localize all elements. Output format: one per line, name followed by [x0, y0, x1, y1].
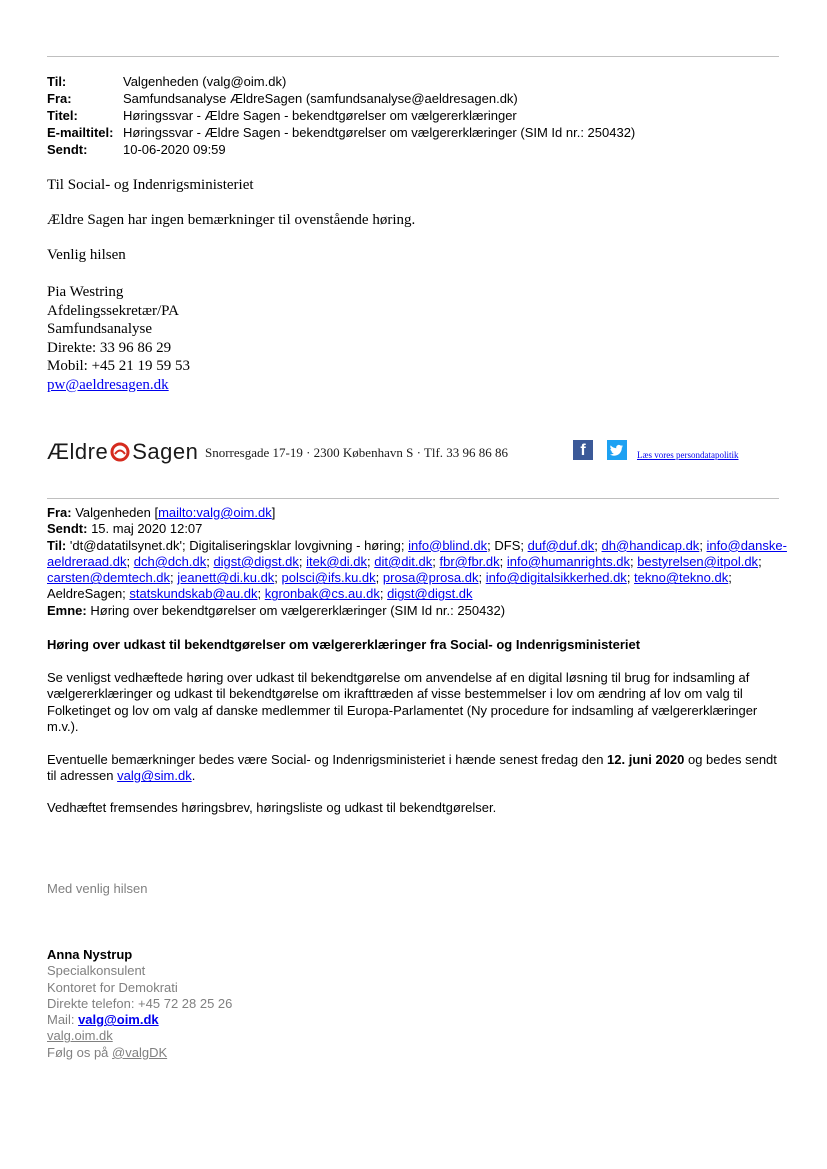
header-emailtitle-row	[47, 124, 635, 141]
recipient-link[interactable]: dh@handicap.dk	[601, 537, 700, 553]
recipient-link[interactable]: prosa@prosa.dk	[382, 570, 479, 586]
fwd-subject-row	[47, 603, 787, 619]
sender-name: Pia Westring	[47, 284, 124, 300]
fwd-to-row: Til: 'dt@datatilsynet.dk'; Digitaliseringsklar lovgivning - høring; info@blind.dk; DFS; duf@duf.dk; dh@handicap.dk; info@danske-aeldreraad.dk; dch@dch.dk; digst@digst.dk; itek@di.dk; dit@dit.dk; fbr@fbr.dk; info@humanrights.dk; bestyrelsen@itpol.dk; carsten@demtech.dk; jeanett@di.ku.dk; polsci@ifs.ku.dk; prosa@prosa.dk; info@digitalsikkerhed.dk; tekno@tekno.dk; AeldreSagen; statskundskab@au.dk; kgronbak@cs.au.dk; digst@digst.dk	[47, 537, 787, 602]
forward-divider	[47, 498, 779, 499]
recipient-link[interactable]: info@danske-aeldreraad.dk	[47, 537, 787, 569]
email-header	[47, 73, 635, 158]
fwd-subject-value: Høring over bekendtgørelser om vælgererklæringer (SIM Id nr.: 250432)	[90, 602, 506, 618]
header-title-label: Titel:	[47, 108, 78, 123]
fwd-sent-value: 15. maj 2020 12:07	[91, 521, 203, 537]
letter-salutation: Til Social- og Indenrigsministeriet	[47, 177, 254, 193]
official-phone: Direkte telefon: +45 72 28 25 26	[47, 995, 233, 1011]
header-emailtitle-label: E-mailtitel:	[47, 125, 114, 140]
fwd-from-close: ]	[271, 505, 276, 520]
official-office: Kontoret for Demokrati	[47, 979, 178, 995]
message-heading: Høring over udkast til bekendtgørelser om vælgererklæringer fra Social- og Indenrigsministeriet	[47, 637, 641, 652]
fwd-from-name: Valgenheden [	[75, 505, 159, 520]
forwarded-header	[47, 505, 787, 619]
official-mail-link[interactable]: valg@oim.dk	[78, 1012, 159, 1028]
para2-text-b: og bedes sendt til adressen	[47, 752, 777, 784]
fwd-to-aeldresagen: AeldreSagen;	[47, 586, 126, 602]
recipient-link[interactable]: fbr@fbr.dk	[439, 553, 500, 569]
reply-letter	[47, 176, 415, 265]
recipient-link[interactable]: info@blind.dk	[408, 537, 488, 553]
recipient-link[interactable]: duf@duf.dk	[527, 537, 595, 553]
header-title-row	[47, 107, 635, 124]
official-follow-label: Følg os på	[47, 1044, 113, 1060]
header-sent-value: 10-06-2020 09:59	[123, 142, 226, 157]
official-name: Anna Nystrup	[47, 947, 133, 962]
fwd-from-mailto-link[interactable]: mailto:valg@oim.dk	[158, 505, 272, 520]
recipient-link[interactable]: polsci@ifs.ku.dk	[281, 570, 376, 586]
header-to-value: Valgenheden (valg@oim.dk)	[123, 74, 287, 89]
sender-signature	[47, 283, 190, 394]
message-paragraph-2	[47, 752, 787, 785]
fwd-to-text: 'dt@datatilsynet.dk'; Digitaliseringsklar lovgivning - høring;	[69, 537, 405, 553]
para2-deadline: 12. juni 2020	[607, 752, 685, 767]
recipient-link[interactable]: carsten@demtech.dk	[47, 570, 171, 586]
header-from-label: Fra:	[47, 91, 72, 106]
header-emailtitle-value: Høringssvar - Ældre Sagen - bekendtgørelser om vælgererklæringer (SIM Id nr.: 250432)	[123, 125, 636, 140]
top-divider	[47, 56, 779, 57]
letter-closing: Venlig hilsen	[47, 247, 126, 263]
sender-role: Afdelingssekretær/PA	[47, 302, 179, 319]
fwd-from-row	[47, 505, 787, 521]
official-title: Specialkonsulent	[47, 963, 146, 979]
logo-text-left: Ældre	[47, 439, 109, 464]
privacy-policy-link[interactable]: Læs vores persondatapolitik	[637, 450, 739, 460]
message-closing: Med venlig hilsen	[47, 881, 148, 896]
official-web-link[interactable]: valg.oim.dk	[47, 1028, 113, 1044]
facebook-icon[interactable]: f	[573, 440, 593, 460]
official-mail-label: Mail:	[47, 1012, 79, 1028]
recipient-link[interactable]: jeanett@di.ku.dk	[177, 570, 275, 586]
sender-direct-phone: Direkte: 33 96 86 29	[47, 339, 172, 356]
banner-address: Snorresgade 17-19 · 2300 København S · Tlf. 33 96 86 86	[205, 445, 509, 460]
twitter-icon[interactable]	[607, 440, 627, 460]
letter-body: Ældre Sagen har ingen bemærkninger til ovenstående høring.	[47, 212, 416, 228]
fwd-to-label: Til:	[47, 537, 67, 553]
fwd-sent-row	[47, 521, 787, 537]
sender-email-link[interactable]: pw@aeldresagen.dk	[47, 376, 169, 393]
recipient-link[interactable]: kgronbak@cs.au.dk	[264, 586, 380, 602]
fwd-to-dfs: DFS;	[494, 537, 524, 553]
header-to-row	[47, 73, 635, 90]
recipient-link[interactable]: dch@dch.dk	[133, 553, 207, 569]
recipient-link[interactable]: info@digitalsikkerhed.dk	[485, 570, 627, 586]
sim-email-link[interactable]: valg@sim.dk	[117, 768, 192, 784]
fwd-subject-label: Emne:	[47, 602, 87, 618]
header-to-label: Til:	[47, 74, 67, 89]
official-signature	[47, 947, 787, 1061]
header-sent-row	[47, 141, 635, 158]
recipient-link[interactable]: itek@di.dk	[306, 553, 368, 569]
message-paragraph-3: Vedhæftet fremsendes høringsbrev, høringsliste og udkast til bekendtgørelser.	[47, 800, 497, 815]
official-twitter-link[interactable]: @valgDK	[112, 1044, 168, 1060]
official-follow-row	[47, 1045, 787, 1061]
recipient-link[interactable]: statskundskab@au.dk	[129, 586, 258, 602]
official-mail-row	[47, 1012, 787, 1028]
header-from-row	[47, 90, 635, 107]
sender-mobile: Mobil: +45 21 19 59 53	[47, 358, 191, 374]
twitter-bird-icon	[607, 440, 627, 460]
aeldresagen-banner	[47, 436, 777, 470]
recipient-link[interactable]: tekno@tekno.dk	[634, 570, 729, 586]
recipient-link[interactable]: info@humanrights.dk	[506, 553, 630, 569]
aeldresagen-logo	[47, 439, 198, 465]
logo-ring-icon	[110, 442, 130, 462]
recipient-link[interactable]: dit@dit.dk	[374, 553, 433, 569]
sender-department: Samfundsanalyse	[47, 321, 152, 337]
header-from-value: Samfundsanalyse ÆldreSagen (samfundsanalyse@aeldresagen.dk)	[123, 91, 518, 106]
message-paragraph-1: Se venligst vedhæftede høring over udkast til bekendtgørelse om anvendelse af en digital løsning til brug for indsamling af vælgererklæringer og udkast til bekendtgørelse om ikrafttræden af visse bestemmelser i lov om ændring af lov om valg til Folketinget og lov om valg af danske medlemmer til Europa-Parlamentet (Ny procedure for indsamling af vælgererklæringer m.v.).	[47, 670, 758, 734]
fwd-from-label: Fra:	[47, 505, 72, 520]
header-title-value: Høringssvar - Ældre Sagen - bekendtgørelser om vælgererklæringer	[123, 108, 517, 123]
recipient-link[interactable]: digst@digst.dk	[387, 586, 473, 602]
para2-text-a: Eventuelle bemærkninger bedes være Social- og Indenrigsministeriet i hænde senest fredag den	[47, 752, 608, 767]
fwd-sent-label: Sendt:	[47, 521, 88, 537]
recipient-link[interactable]: digst@digst.dk	[213, 553, 299, 569]
para2-end: .	[191, 768, 196, 784]
recipient-link[interactable]: bestyrelsen@itpol.dk	[637, 553, 759, 569]
header-sent-label: Sendt:	[47, 142, 88, 157]
logo-text-right: Sagen	[132, 439, 199, 464]
